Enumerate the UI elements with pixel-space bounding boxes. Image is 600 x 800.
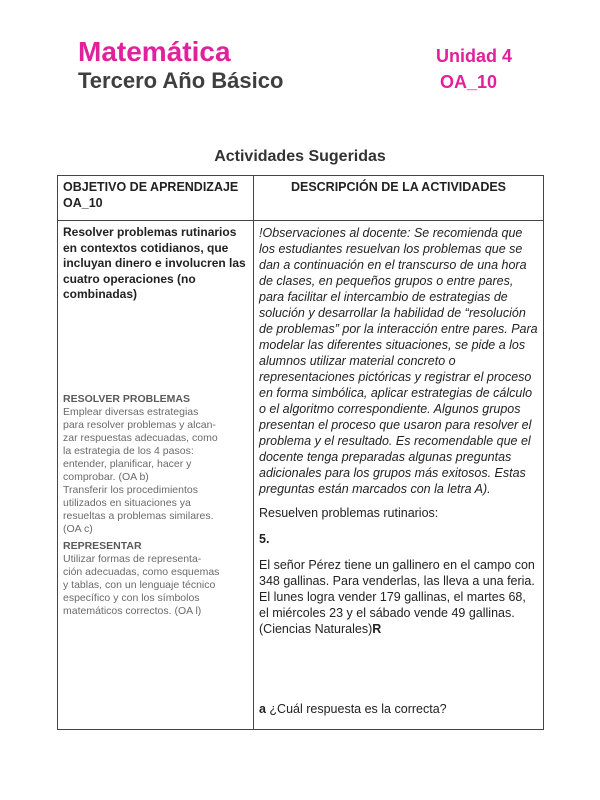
objective-text: Resolver problemas rutinarios en contextos cotidianos, que incluyan dinero e involucren las cuatro operaciones (no combinadas): [63, 225, 246, 301]
objective-cell: [58, 221, 254, 730]
activities-table: [57, 175, 544, 730]
question-text: ¿Cuál respuesta es la correcta?: [265, 702, 447, 716]
objective-column-header: OBJETIVO DE APRENDIZAJE OA_10: [58, 176, 254, 221]
skill-description: Emplear diversas estrategias para resolver problemas y alcan- zar respuestas adecuadas, como la estrategia de los 4 pasos: entender, planificar, hacer y comprobar. (OA b) Transferir los procedimientos utilizados en situaciones ya resueltas a problemas similares. (OA c): [63, 405, 218, 535]
section-title: Actividades Sugeridas: [214, 148, 386, 165]
grade-subtitle: Tercero Año Básico: [78, 68, 284, 93]
table-header-row: [58, 176, 544, 221]
teacher-observations: !Observaciones al docente: Se recomienda que los estudiantes resuelvan los problemas que se dan a continuación en el transcurso de una hora de clases, en pequeños grupos o entre pares, para facilitar el intercambio de estrategias de solución y desarrollar la habilidad de “resolución de problemas” por la interacción entre pares. Para modelar las diferentes situaciones, se pide a los alumnos utilizar material concreto o representaciones pictóricas y registrar el proceso en forma simbólica, aplicar estrategias de cálculo o el algoritmo correspondiente. Algunos grupos presentan el proceso que usaron para resolver el problema y el resultado. Es recomendable que el docente tenga preparadas algunas preguntas adicionales para los grupos más exitosos. Estas preguntas están marcados con la letra A).: [259, 226, 538, 496]
skill-representar: [63, 540, 248, 618]
subject-title: Matemática: [78, 36, 231, 67]
skill-title: REPRESENTAR: [63, 539, 142, 552]
description-column-header: DESCRIPCIÓN DE LA ACTIVIDADES: [254, 176, 544, 221]
problem-text: El señor Pérez tiene un gallinero en el campo con 348 gallinas. Para venderlas, las lleva a una feria. El lunes logra vender 179 gallinas, el martes 68, el miércoles 23 y el sábado vende 49 gallinas. (Ciencias Naturales): [259, 558, 535, 636]
skill-description: Utilizar formas de representa- ción adecuadas, como esquemas y tablas, con un lenguaje técnico específico y con los símbolos matemáticos correctos. (OA l): [63, 552, 220, 617]
description-cell: [254, 221, 544, 730]
spacer: [259, 645, 538, 701]
question-line: [259, 701, 538, 717]
skill-resolver-problemas: [63, 393, 248, 536]
question-letter: a: [259, 702, 266, 716]
problem-statement: [259, 557, 538, 637]
problem-tag: R: [372, 622, 382, 636]
unit-label: Unidad 4: [436, 46, 513, 66]
skill-title: RESOLVER PROBLEMAS: [63, 392, 190, 405]
oa-label: OA_10: [440, 72, 498, 92]
instruction-text: Resuelven problemas rutinarios:: [259, 506, 439, 520]
problem-number: 5.: [259, 532, 270, 546]
table-body-row: [58, 221, 544, 730]
